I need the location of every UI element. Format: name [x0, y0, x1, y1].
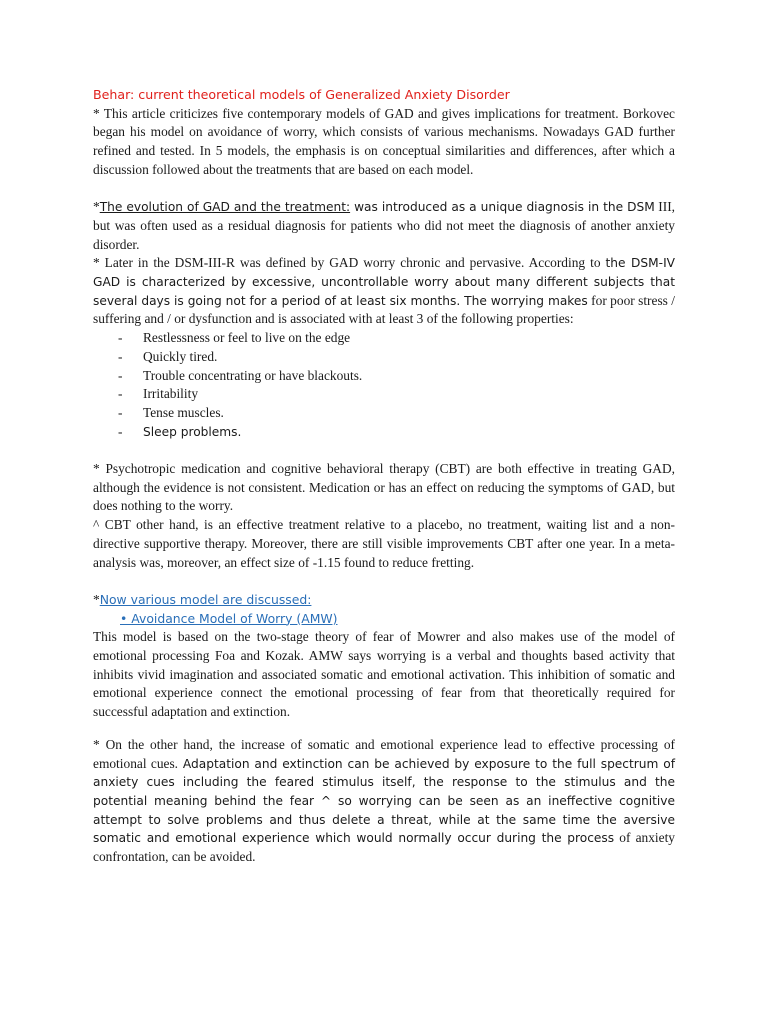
list-item — [93, 423, 675, 442]
list-item — [93, 329, 675, 348]
document-title: Behar: current theoretical models of Generalized Anxiety Disorder — [93, 87, 510, 102]
amw-link[interactable]: • Avoidance Model of Worry (AMW) — [120, 610, 338, 626]
spacer — [93, 572, 675, 591]
dash-bullet: - — [118, 386, 123, 402]
other-hand-paragraph — [93, 736, 675, 867]
other-hand-text-3: of anxiety confrontation, can be avoided. — [93, 830, 675, 865]
evolution-prefix: * — [93, 199, 100, 215]
medication-paragraph: * Psychotropic medication and cognitive behavioral therapy (CBT) are both effective in treating GAD, although the evidence is not consistent. Medication or has an effect on reducing the symptoms of GAD, but does nothing to the worry. — [93, 461, 675, 514]
properties-list — [93, 329, 675, 441]
dash-bullet: - — [118, 423, 123, 439]
list-item-text: Restlessness or feel to live on the edge — [143, 330, 351, 346]
evolution-text-sans: was introduced as a unique diagnosis in the DSM — [350, 200, 655, 215]
intro-paragraph: * This article criticizes five contemporary models of GAD and gives implications for treatment. Borkovec began his model on avoidance of worry, which consists of various mechanisms. Nowadays GAD further refined and tested. In 5 models, the emphasis is on conceptual similarities and differences, after which a discussion followed about the treatments that are based on each model. — [93, 105, 675, 177]
later-text-1: * Later in the DSM-III-R was defined by GAD worry chronic and pervasive. According to — [93, 255, 601, 271]
models-heading-line — [93, 591, 675, 610]
amw-link-line — [93, 610, 675, 629]
other-hand-text-1: * On the other hand, the increase of somatic and emotional experience lead to effective processing of emotional cues. — [93, 736, 675, 771]
dash-bullet: - — [118, 330, 123, 346]
dash-bullet: - — [118, 348, 123, 364]
spacer — [93, 722, 675, 736]
list-item-text: Sleep problems. — [143, 424, 242, 439]
models-prefix: * — [93, 591, 100, 607]
amw-paragraph: This model is based on the two-stage theory of fear of Mowrer and also makes use of the model of emotional processing Foa and Kozak. AMW says worrying is a verbal and thoughts based activity that inhibits vivid imagination and associated somatic and emotional activation. This inhibition of somatic and emotional experience connect the emotional processing of fear from that theoretically required for successful adaptation and extinction. — [93, 629, 675, 720]
list-item — [93, 367, 675, 386]
models-heading-link[interactable]: Now various model are discussed: — [99, 591, 312, 607]
document-page — [93, 86, 675, 867]
later-paragraph — [93, 254, 675, 329]
list-item-text: Tense muscles. — [143, 404, 224, 420]
later-text-3: for poor stress / suffering and / or dysfunction and is associated with at least 3 of the following properties: — [93, 292, 675, 327]
list-item — [93, 385, 675, 404]
list-item-text: Irritability — [143, 386, 199, 402]
cbt-paragraph: ^ CBT other hand, is an effective treatment relative to a placebo, no treatment, waiting list and a non-directive supportive therapy. Moreover, there are still visible improvements CBT after one year. In a meta-analysis was, moreover, an effect size of -1.15 found to reduce fretting. — [93, 517, 675, 570]
list-item — [93, 348, 675, 367]
spacer — [93, 441, 675, 460]
list-item-text: Quickly tired. — [143, 348, 218, 364]
evolution-paragraph — [93, 198, 675, 254]
dash-bullet: - — [118, 404, 123, 420]
later-text-2: the DSM-IV GAD is characterized by excessive, uncontrollable worry about many different subjects that several days is going not for a period of at least six months. The worrying makes — [93, 256, 675, 308]
evolution-text-serif: III, but was often used as a residual diagnosis for patients who did not meet the diagnosis of another anxiety disorder. — [93, 199, 676, 252]
spacer — [93, 180, 675, 199]
dash-bullet: - — [118, 367, 123, 383]
list-item-text: Trouble concentrating or have blackouts. — [143, 367, 363, 383]
evolution-heading: The evolution of GAD and the treatment: — [99, 200, 351, 215]
other-hand-text-2: Adaptation and extinction can be achieved by exposure to the full spectrum of anxiety cues including the feared stimulus itself, the response to the stimulus and the potential meaning behind the fear ^ so worrying can be seen as an ineffective cognitive attempt to solve problems and thus delete a threat, while at the same time the aversive somatic and emotional experience which would normally occur during the process — [93, 756, 675, 846]
list-item — [93, 404, 675, 423]
